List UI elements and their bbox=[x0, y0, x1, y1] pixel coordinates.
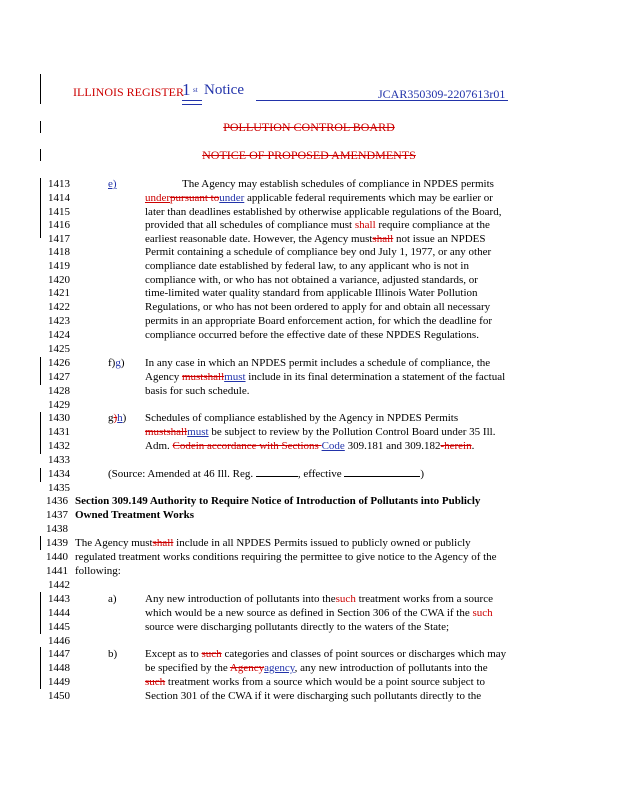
paragraph-g-line bbox=[145, 426, 495, 438]
line-number: 1428 bbox=[48, 385, 70, 397]
paragraph-e-line: compliance date established by federal law, to any applicant who is not in bbox=[145, 260, 469, 272]
line-number: 1432 bbox=[48, 440, 70, 452]
change-bar bbox=[40, 592, 41, 634]
text-run: include in all NPDES Permits issued to publicly owned or publicly bbox=[173, 537, 471, 549]
line-number: 1425 bbox=[48, 343, 70, 355]
deleted-text: ) bbox=[113, 412, 118, 424]
text-run: require compliance at the bbox=[375, 219, 490, 231]
item-b-line: Section 301 of the CWA if it were discharging such pollutants directly to the bbox=[145, 690, 482, 702]
section-heading: Section 309.149 Authority to Require Notice of Introduction of Pollutants into Publicly bbox=[75, 495, 481, 507]
paragraph-e-line bbox=[145, 233, 485, 245]
paragraph-e-line: compliance occurred before the effective date of these NPDES Regulations. bbox=[145, 329, 479, 341]
document-code: JCAR350309-2207613r01 bbox=[378, 87, 506, 101]
highlighted-text: shall bbox=[354, 219, 376, 231]
deleted-text: mustshall bbox=[145, 426, 188, 438]
text-run: The Agency must bbox=[75, 537, 153, 549]
paragraph-f-line: In any case in which an NPDES permit includes a schedule of compliance, the bbox=[145, 357, 491, 369]
text-run: Agency bbox=[145, 371, 182, 383]
item-b-line bbox=[145, 676, 485, 688]
inserted-text: Code bbox=[321, 440, 345, 452]
line-number: 1438 bbox=[46, 523, 68, 535]
text-run: ) bbox=[420, 468, 425, 480]
paragraph-e-line bbox=[145, 192, 493, 204]
text-run: , effective bbox=[297, 468, 345, 480]
line-number: 1439 bbox=[46, 537, 68, 549]
register-label: ILLINOIS REGISTER bbox=[73, 85, 184, 99]
line-number: 1447 bbox=[48, 648, 70, 660]
text-run: treatment works from a source which would be a point source subject to bbox=[165, 676, 485, 688]
paragraph-e-marker: e) bbox=[108, 178, 117, 190]
line-number: 1426 bbox=[48, 357, 70, 369]
line-number: 1427 bbox=[48, 371, 70, 383]
inserted-text: under bbox=[145, 192, 171, 204]
line-number: 1445 bbox=[48, 621, 70, 633]
text-run: f) bbox=[108, 357, 116, 369]
text-run: be subject to review by the Pollution Control Board under 35 Ill. bbox=[208, 426, 496, 438]
text-run: Any new introduction of pollutants into the bbox=[145, 593, 336, 605]
text-run: applicable federal requirements which may be earlier or bbox=[244, 192, 493, 204]
blank-field bbox=[256, 476, 298, 477]
intro-line bbox=[75, 537, 471, 549]
paragraph-g-line: Schedules of compliance established by the Agency in NPDES Permits bbox=[145, 412, 459, 424]
line-number: 1417 bbox=[48, 233, 70, 245]
paragraph-e-line: The Agency may establish schedules of compliance in NPDES permits bbox=[182, 178, 494, 190]
inserted-text: under bbox=[219, 192, 245, 204]
text-run: categories and classes of point sources or discharges which may bbox=[221, 648, 507, 660]
deleted-text: Codein accordance with Sections bbox=[172, 440, 322, 452]
line-number: 1415 bbox=[48, 206, 70, 218]
inserted-text: agency bbox=[264, 662, 295, 674]
item-b-line bbox=[145, 648, 506, 660]
line-number: 1414 bbox=[48, 192, 70, 204]
item-b-marker: b) bbox=[108, 648, 118, 660]
paragraph-e-line: compliance with, or who has not obtained a variance, adjusted standards, or bbox=[145, 274, 478, 286]
section-heading: Owned Treatment Works bbox=[75, 509, 194, 521]
notice-title: NOTICE OF PROPOSED AMENDMENTS bbox=[202, 148, 416, 162]
text-run: which would be a new source as defined in Section 306 of the CWA if the bbox=[145, 607, 473, 619]
line-number: 1444 bbox=[48, 607, 70, 619]
paragraph-f-line: basis for such schedule. bbox=[145, 385, 250, 397]
line-number: 1423 bbox=[48, 315, 70, 327]
paragraph-e-line: permits in an appropriate Board enforcement action, for which the deadline for bbox=[145, 315, 492, 327]
change-bar bbox=[40, 178, 41, 238]
text-run: earliest reasonable date. However, the Agency must bbox=[145, 233, 373, 245]
line-number: 1431 bbox=[48, 426, 70, 438]
text-run: . bbox=[471, 440, 475, 452]
line-number: 1419 bbox=[48, 260, 70, 272]
change-bar bbox=[40, 74, 41, 104]
text-run: 309.181 and 309.182 bbox=[344, 440, 441, 452]
change-bar bbox=[40, 412, 41, 454]
text-run: g bbox=[108, 412, 114, 424]
line-number: 1420 bbox=[48, 274, 70, 286]
register-number-superscript: st bbox=[193, 86, 198, 94]
text-run: be specified by the bbox=[145, 662, 230, 674]
deleted-text: such bbox=[145, 676, 166, 688]
item-a-line bbox=[145, 593, 493, 605]
deleted-text: shall bbox=[152, 537, 174, 549]
text-run: not issue an NPDES bbox=[393, 233, 486, 245]
inserted-text: h bbox=[117, 412, 123, 424]
item-a-marker: a) bbox=[108, 593, 117, 605]
line-number: 1422 bbox=[48, 301, 70, 313]
paragraph-e-line: Regulations, or who has not been ordered to apply for and obtain all necessary bbox=[145, 301, 491, 313]
line-number: 1413 bbox=[48, 178, 70, 190]
text-run: ) bbox=[120, 357, 125, 369]
item-b-line bbox=[145, 662, 488, 674]
change-bar bbox=[40, 468, 41, 482]
line-number: 1429 bbox=[48, 399, 70, 411]
line-number: 1450 bbox=[48, 690, 70, 702]
line-number: 1440 bbox=[46, 551, 68, 563]
text-run: provided that all schedules of compliance must bbox=[145, 219, 355, 231]
item-a-line: source were discharging pollutants directly to the waters of the State; bbox=[145, 621, 450, 633]
deleted-text: Agency bbox=[229, 662, 265, 674]
text-run: Adm. bbox=[145, 440, 173, 452]
line-number: 1433 bbox=[48, 454, 70, 466]
intro-line: following: bbox=[75, 565, 121, 577]
text-run: ) bbox=[122, 412, 127, 424]
deleted-text: -herein bbox=[440, 440, 472, 452]
highlighted-text: such bbox=[472, 607, 493, 619]
text-run: , any new introduction of pollutants into the bbox=[294, 662, 488, 674]
line-number: 1418 bbox=[48, 246, 70, 258]
inserted-text: g bbox=[115, 357, 121, 369]
text-run: (Source: Amended at 46 Ill. Reg. bbox=[108, 468, 256, 480]
paragraph-f-marker bbox=[108, 357, 125, 369]
line-number: 1437 bbox=[46, 509, 68, 521]
line-number: 1441 bbox=[46, 565, 68, 577]
change-bar bbox=[40, 357, 41, 385]
line-number: 1442 bbox=[48, 579, 70, 591]
line-number: 1436 bbox=[46, 495, 68, 507]
inserted-text: must bbox=[187, 426, 209, 438]
change-bar bbox=[40, 647, 41, 689]
highlighted-text: such bbox=[335, 593, 356, 605]
paragraph-g-line bbox=[145, 440, 474, 452]
deleted-text: shall bbox=[372, 233, 394, 245]
source-note bbox=[108, 468, 424, 480]
deleted-text: pursuant to bbox=[170, 192, 220, 204]
double-underline bbox=[182, 100, 202, 101]
register-number: 1 bbox=[182, 80, 191, 99]
blank-field bbox=[344, 476, 420, 477]
paragraph-e-line: time-limited water quality standard from applicable Illinois Water Pollution bbox=[145, 287, 478, 299]
text-run: treatment works from a source bbox=[355, 593, 493, 605]
board-title: POLLUTION CONTROL BOARD bbox=[223, 120, 395, 134]
line-number: 1424 bbox=[48, 329, 70, 341]
line-number: 1449 bbox=[48, 676, 70, 688]
double-underline bbox=[182, 104, 202, 105]
paragraph-e-line: Permit containing a schedule of compliance bey ond July 1, 1977, or any other bbox=[145, 246, 492, 258]
change-bar bbox=[40, 536, 41, 550]
line-number: 1421 bbox=[48, 287, 70, 299]
text-run: Except as to bbox=[145, 648, 202, 660]
line-number: 1443 bbox=[48, 593, 70, 605]
item-a-line bbox=[145, 607, 493, 619]
paragraph-e-line bbox=[145, 219, 490, 231]
paragraph-e-line: later than deadlines established by otherwise applicable regulations of the Board, bbox=[145, 206, 502, 218]
line-number: 1446 bbox=[48, 635, 70, 647]
deleted-text: mustshall bbox=[181, 371, 225, 383]
inserted-text: must bbox=[224, 371, 246, 383]
line-number: 1448 bbox=[48, 662, 70, 674]
deleted-text: such bbox=[201, 648, 222, 660]
paragraph-f-line bbox=[145, 371, 505, 383]
line-number: 1430 bbox=[48, 412, 70, 424]
notice-label: Notice bbox=[204, 82, 244, 98]
intro-line: regulated treatment works conditions requiring the permittee to give notice to the Agency of the bbox=[75, 551, 497, 563]
line-number: 1416 bbox=[48, 219, 70, 231]
paragraph-g-marker bbox=[108, 412, 126, 424]
line-number: 1434 bbox=[48, 468, 70, 480]
line-number: 1435 bbox=[48, 482, 70, 494]
text-run: include in its final determination a statement of the factual bbox=[245, 371, 506, 383]
